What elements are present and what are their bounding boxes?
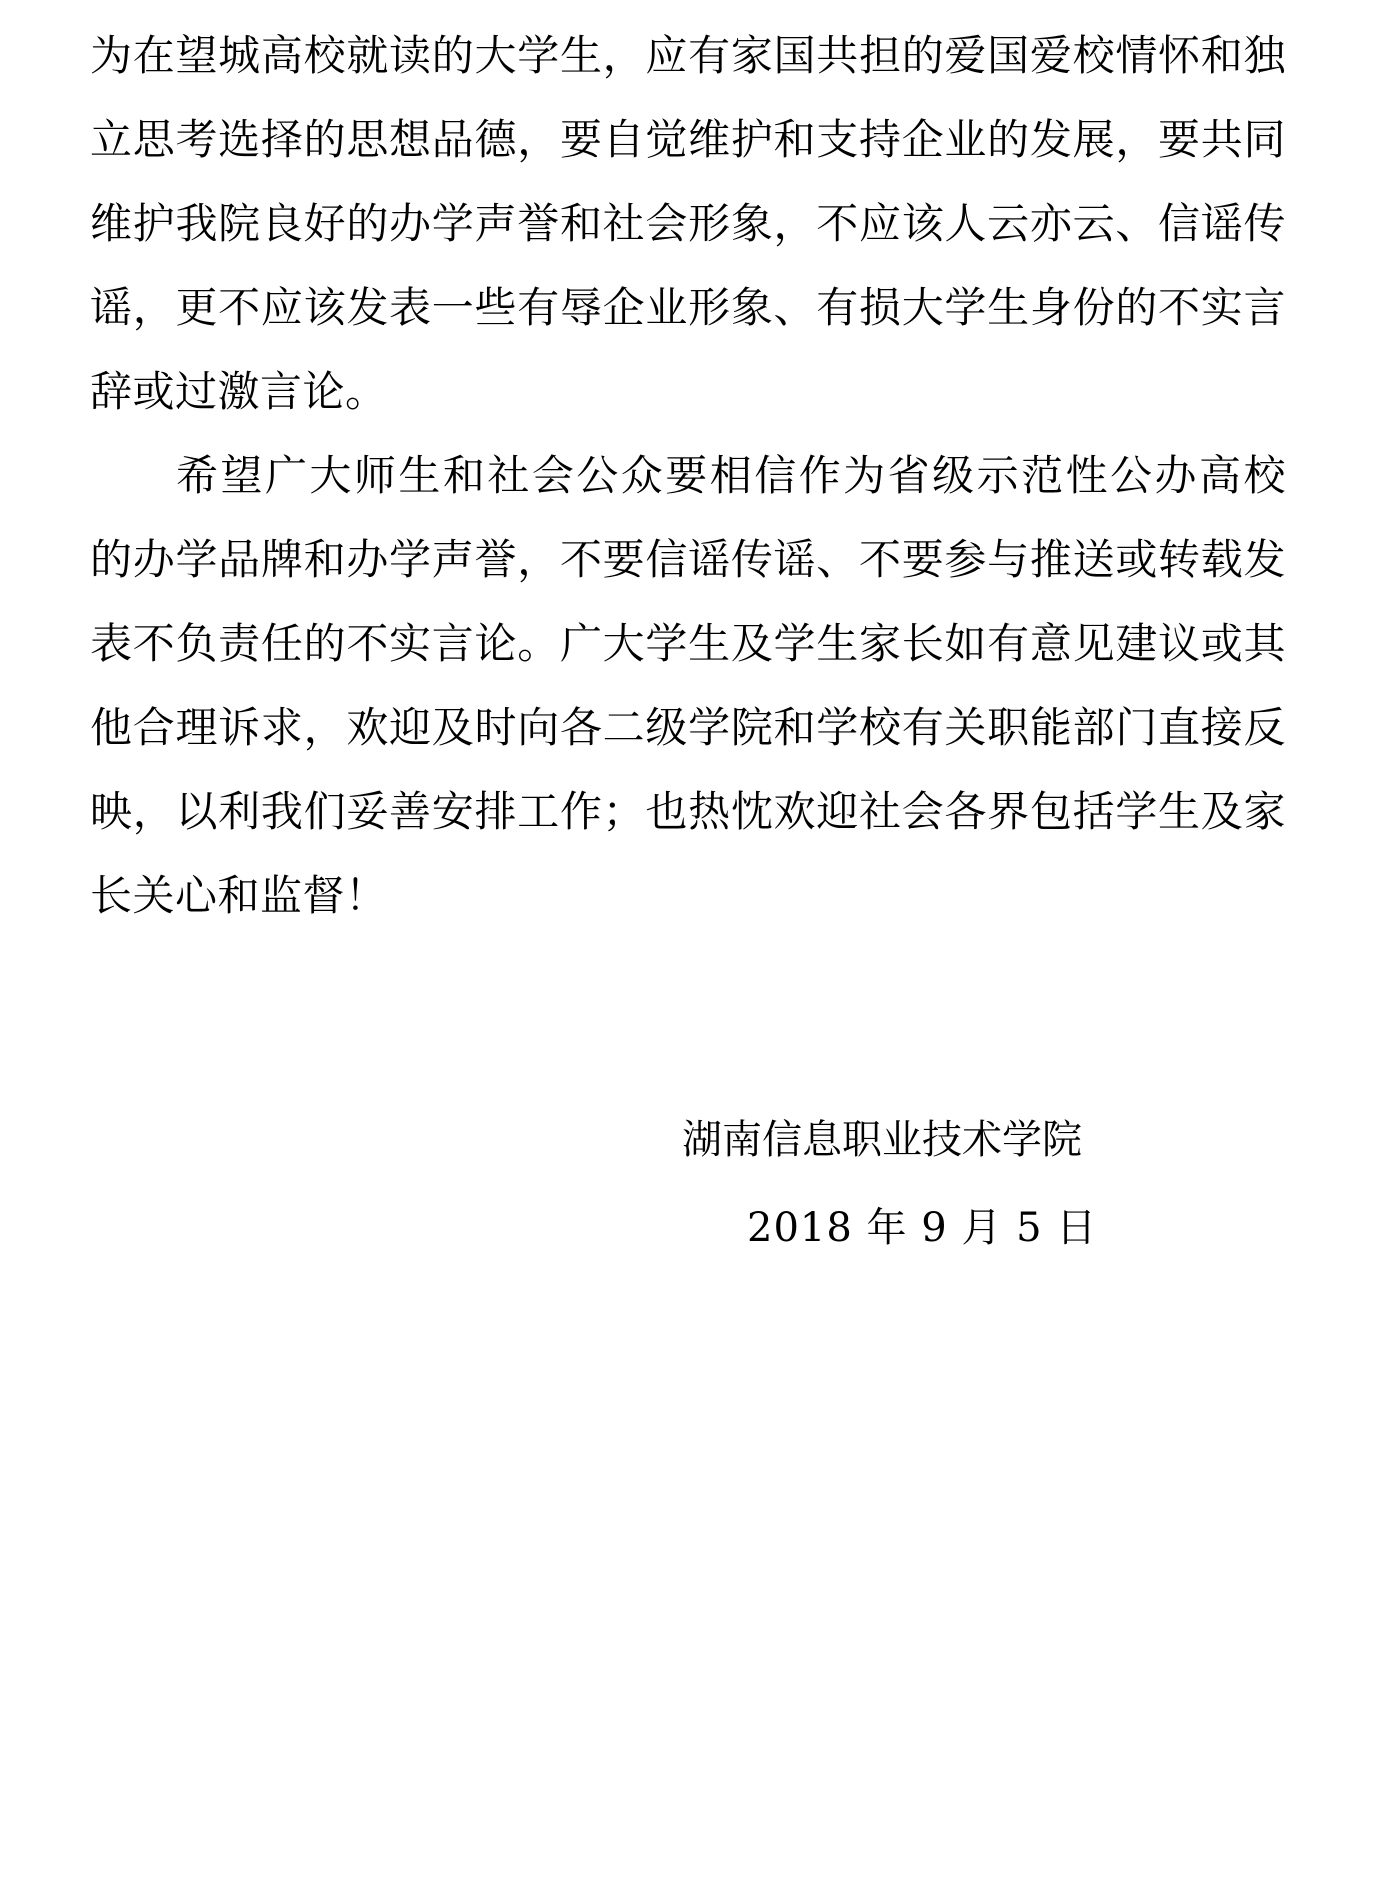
- body-line-10: 映，以利我们妥善安排工作；也热忱欢迎社会各界包括学生及家: [90, 787, 1286, 836]
- letter-body: [90, 14, 1286, 938]
- body-line-7: 的办学品牌和办学声誉，不要信谣传谣、不要参与推送或转载发: [90, 535, 1286, 584]
- signature-organization: 湖南信息职业技术学院: [682, 1117, 1082, 1163]
- body-line-3: 维护我院良好的办学声誉和社会形象，不应该人云亦云、信谣传: [90, 199, 1286, 248]
- body-line-2: 立思考选择的思想品德，要自觉维护和支持企业的发展，要共同: [90, 115, 1286, 164]
- body-line-6: 希望广大师生和社会公众要相信作为省级示范性公办高校: [176, 451, 1286, 500]
- body-line-9: 他合理诉求，欢迎及时向各二级学院和学校有关职能部门直接反: [90, 703, 1286, 752]
- body-line-1: 为在望城高校就读的大学生，应有家国共担的爱国爱校情怀和独: [90, 31, 1286, 80]
- body-line-5: 辞或过激言论。: [90, 367, 388, 416]
- signature-date: 2018 年 9 月 5 日: [747, 1205, 1098, 1251]
- body-line-4: 谣，更不应该发表一些有辱企业形象、有损大学生身份的不实言: [90, 283, 1286, 332]
- body-line-11: 长关心和监督！: [90, 871, 388, 920]
- body-line-8: 表不负责任的不实言论。广大学生及学生家长如有意见建议或其: [90, 619, 1286, 668]
